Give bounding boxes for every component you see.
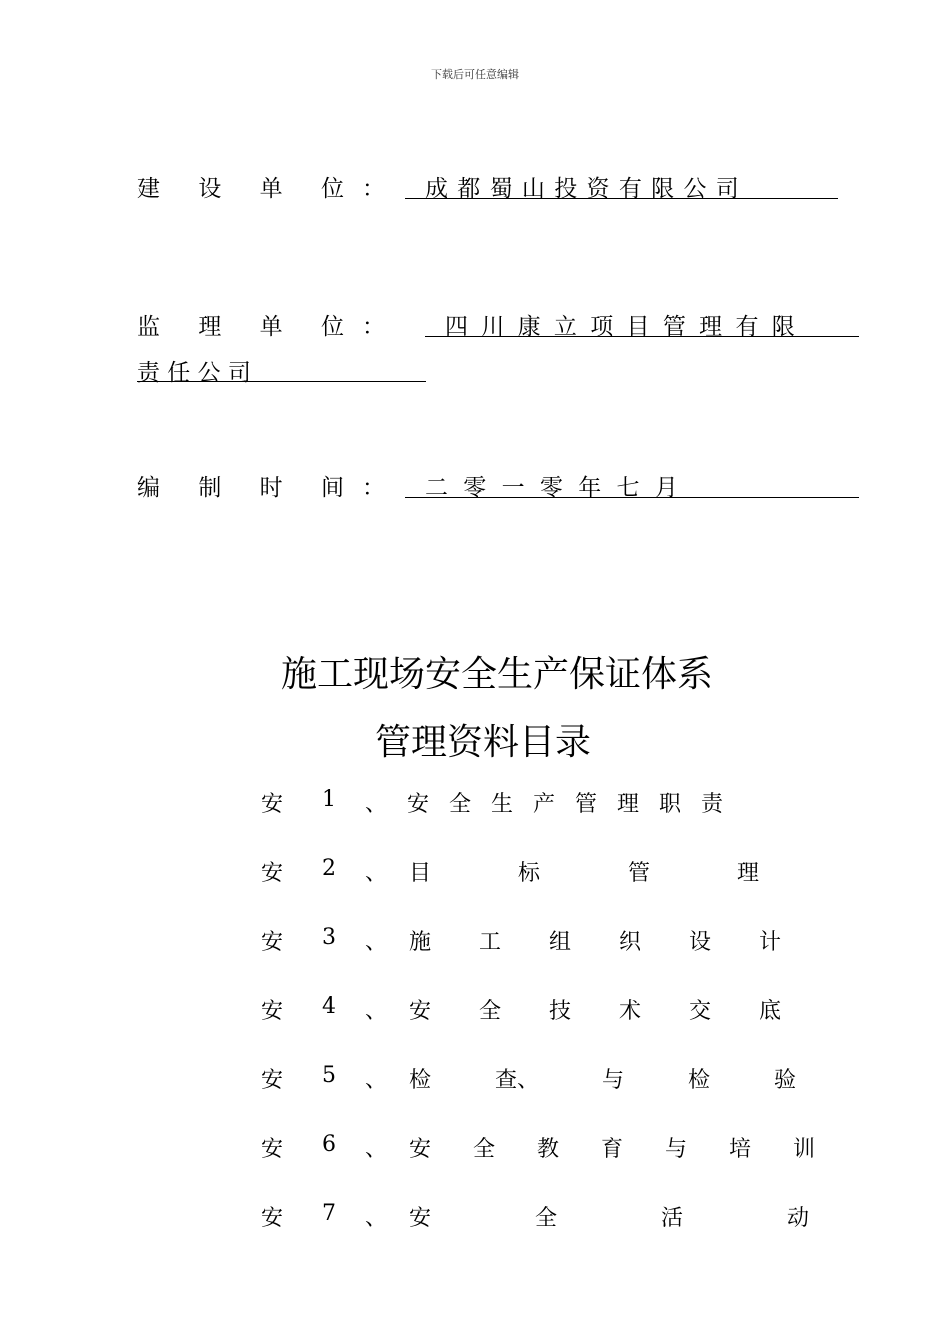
toc-item: 安 4 、 安 全 技 术 交 底 (261, 994, 782, 1024)
toc-item: 安 6 、 安 全 教 育 与 培 训 (261, 1132, 816, 1162)
colon: ： (362, 314, 385, 340)
label-char: 建 (137, 176, 160, 202)
construction-unit-field (137, 170, 857, 200)
underline (425, 336, 859, 337)
label-char: 位 (320, 314, 344, 340)
supervision-unit-value: 四 川 康 立 项 目 管 理 有 限 (445, 314, 795, 340)
supervision-unit-field (137, 308, 862, 388)
label-char: 时 (259, 475, 283, 501)
label-char: 制 (198, 475, 222, 501)
label-char: 间 (320, 475, 344, 501)
toc-item: 安 3 、 施 工 组 织 设 计 (261, 925, 782, 955)
underline (405, 198, 838, 199)
compile-time-field (137, 469, 862, 499)
toc-item: 安 7 、 安 全 活 动 (261, 1201, 810, 1231)
label-char: 设 (198, 176, 222, 202)
compile-time-value: 二 零 一 零 年 七 月 (425, 475, 678, 501)
underline (405, 497, 859, 498)
underline (137, 381, 426, 382)
toc-item: 安 1 、 安 全 生 产 管 理 职 责 (261, 787, 724, 817)
construction-unit-value: 成 都 蜀 山 投 资 有 限 公 司 (425, 176, 740, 202)
label-char: 监 (137, 314, 160, 340)
toc-item: 安 5 、 检 查、 与 检 验 (261, 1063, 797, 1093)
label-char: 位 (320, 176, 344, 202)
supervision-unit-value-line2: 责 任 公 司 (137, 360, 251, 386)
label-char: 单 (259, 176, 283, 202)
header-note: 下载后可任意编辑 (431, 68, 519, 81)
label-char: 理 (198, 314, 222, 340)
label-char: 编 (137, 475, 160, 501)
label-char: 单 (259, 314, 283, 340)
colon: ： (362, 176, 385, 202)
colon: ： (362, 475, 385, 501)
toc-item: 安 2 、 目 标 管 理 (261, 856, 760, 886)
